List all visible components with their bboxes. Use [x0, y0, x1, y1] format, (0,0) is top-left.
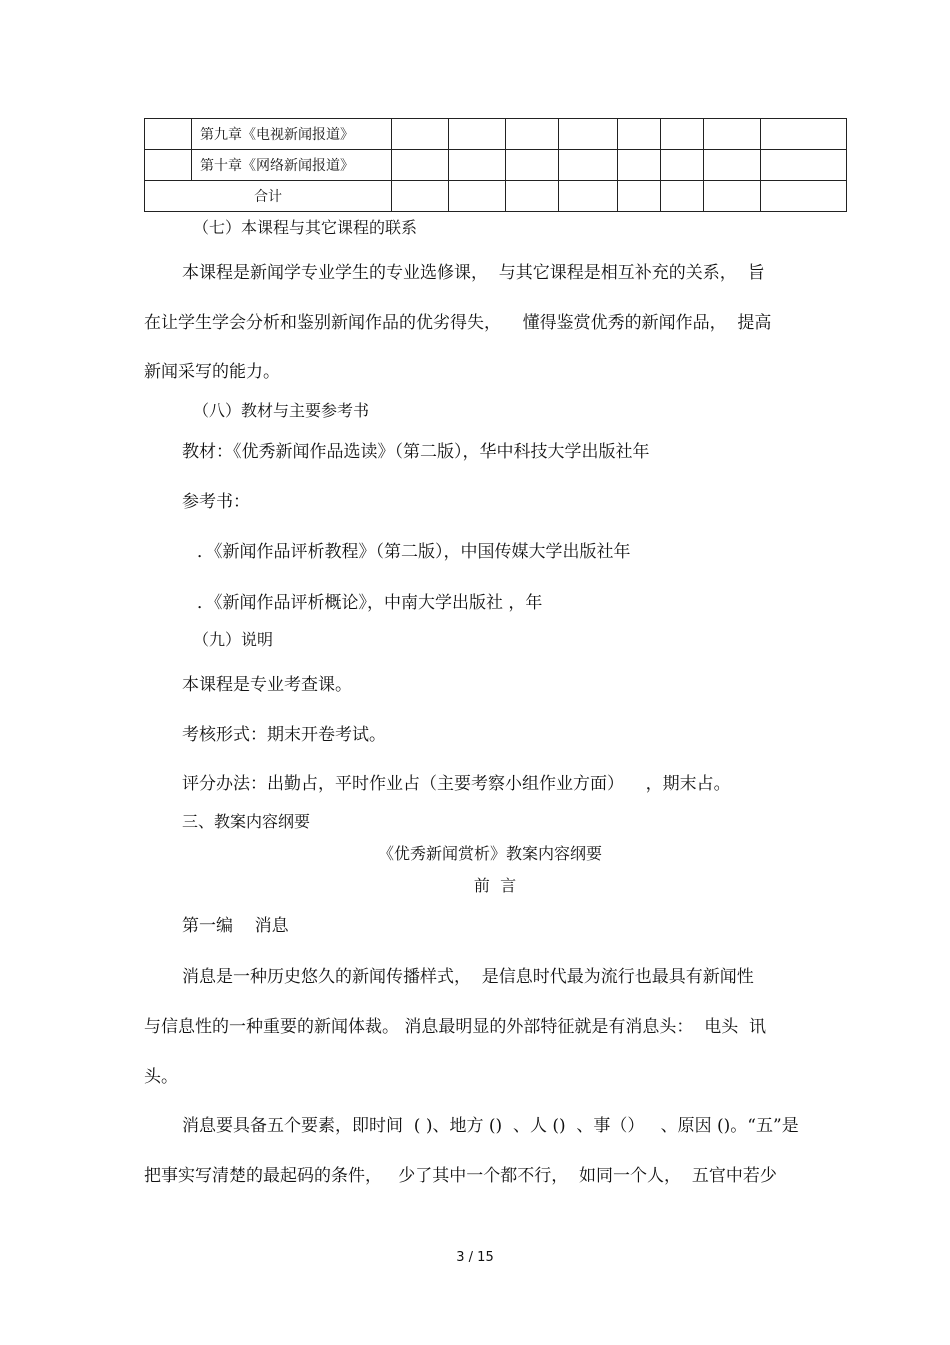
textbook-line: 教材：《优秀新闻作品选读》（第二版），华中科技大学出版社年 — [182, 442, 650, 462]
preface-heading: 前 言 — [473, 876, 517, 895]
paragraph-line: 在让学生学会分析和鉴别新闻作品的优劣得失， 懂得鉴赏优秀的新闻作品， 提高 — [144, 313, 772, 333]
table-row-total — [145, 181, 847, 212]
reference-item: ．《新闻作品评析概论》，中南大学出版社 ，年 — [197, 593, 543, 613]
paragraph-line: 消息是一种历史悠久的新闻传播样式， 是信息时代最为流行也最具有新闻性 — [182, 967, 754, 987]
course-hours-table — [144, 118, 847, 212]
table-cell — [145, 150, 192, 181]
section-heading: （八）教材与主要参考书 — [193, 401, 370, 420]
paragraph-line: 考核形式：期末开卷考试。 — [182, 725, 386, 745]
paragraph-line: 新闻采写的能力。 — [144, 362, 280, 382]
chapter-heading: 第一编 消息 — [182, 916, 289, 936]
paragraph-line: 本课程是新闻学专业学生的专业选修课， 与其它课程是相互补充的关系， 旨 — [182, 263, 765, 283]
table-row — [145, 119, 847, 150]
section-heading: （九）说明 — [193, 630, 274, 649]
paragraph-line: 消息要具备五个要素，即时间 ( )、地方 () 、人 () 、事（） 、原因 ()。“五”是 — [182, 1116, 799, 1136]
table-cell — [145, 119, 192, 150]
paragraph-line: 评分办法：出勤占，平时作业占（主要考察小组作业方面） ，期末占。 — [182, 774, 731, 794]
table-cell-chapter: 第九章《电视新闻报道》 — [192, 119, 392, 150]
reference-item: ．《新闻作品评析教程》（第二版），中国传媒大学出版社年 — [197, 542, 631, 562]
table-cell-chapter: 第十章《网络新闻报道》 — [192, 150, 392, 181]
outline-title: 《优秀新闻赏析》教案内容纲要 — [377, 844, 602, 863]
table-row — [145, 150, 847, 181]
reference-label: 参考书： — [182, 492, 250, 512]
part-heading: 三、教案内容纲要 — [182, 812, 311, 831]
paragraph-line: 把事实写清楚的最起码的条件， 少了其中一个都不行， 如同一个人， 五官中若少 — [144, 1166, 777, 1186]
paragraph-line: 与信息性的一种重要的新闻体裁。 消息最明显的外部特征就是有消息头： 电头 讯 — [144, 1017, 767, 1037]
paragraph-line: 本课程是专业考查课。 — [182, 675, 352, 695]
section-heading: （七）本课程与其它课程的联系 — [193, 218, 418, 237]
paragraph-line: 头。 — [144, 1067, 178, 1087]
page-number: 3 / 15 — [456, 1250, 494, 1265]
table-cell-total: 合计 — [145, 181, 392, 212]
